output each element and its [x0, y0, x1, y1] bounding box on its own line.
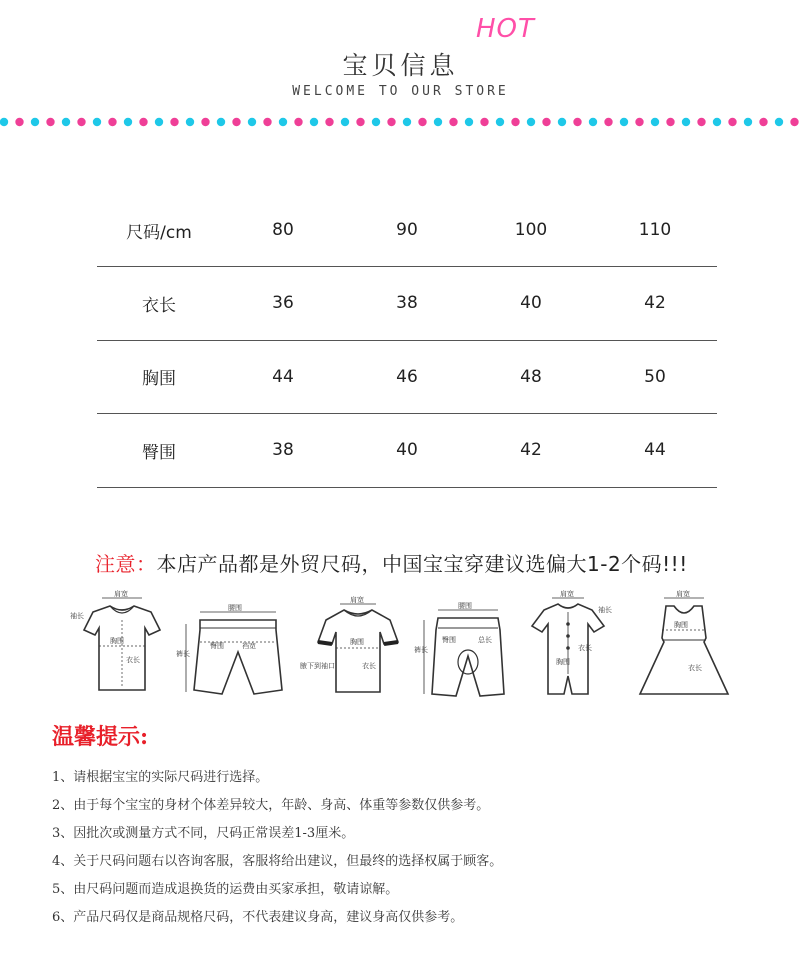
divider-dot	[62, 118, 70, 126]
divider-dot	[217, 118, 225, 126]
list-item: 4、关于尺码问题右以咨询客服，客服将给出建议，但最终的选择权属于顾客。	[52, 854, 503, 869]
illus-label: 裤长	[176, 650, 190, 658]
table-header-cell: 90	[396, 220, 418, 240]
notice-label: 注意：	[95, 552, 157, 576]
table-cell: 50	[644, 366, 666, 387]
divider-dot	[248, 118, 256, 126]
illus-label: 臀围	[210, 642, 224, 650]
divider-dot	[418, 118, 426, 126]
list-item: 6、产品尺码仅是商品规格尺码，不代表建议身高，建议身高仅供参考。	[52, 910, 464, 925]
list-item: 2、由于每个宝宝的身材个体差异较大，年龄、身高、体重等参数仅供参考。	[52, 798, 490, 813]
divider-dot	[170, 118, 178, 126]
divider-dot	[108, 118, 116, 126]
divider-dot	[449, 118, 457, 126]
measurement-illustrations	[58, 590, 748, 710]
divider-dot	[93, 118, 101, 126]
divider-dot	[31, 118, 39, 126]
illus-label: 裆宽	[242, 642, 256, 650]
illus-label: 衣长	[126, 656, 140, 664]
divider-dot	[604, 118, 612, 126]
table-cell: 衣长	[142, 295, 176, 316]
divider-dot	[496, 118, 504, 126]
illus-label: 臀围	[442, 636, 456, 644]
divider-dot	[666, 118, 674, 126]
divider-dot	[15, 118, 23, 126]
table-cell: 42	[520, 440, 542, 461]
table-header-row	[97, 194, 717, 267]
table-cell: 臀围	[142, 442, 176, 463]
illus-label: 腋下到袖口	[300, 662, 335, 670]
table-cell: 44	[644, 440, 666, 461]
list-item: 3、因批次或测量方式不同，尺码正常误差1-3厘米。	[52, 826, 355, 841]
table-cell: 胸围	[142, 369, 176, 390]
illus-label: 袖长	[598, 606, 612, 614]
illus-label: 衣长	[688, 664, 702, 672]
divider-dot	[263, 118, 271, 126]
divider-dot	[651, 118, 659, 126]
table-row	[97, 267, 717, 341]
illus-label: 肩宽	[676, 590, 690, 598]
divider-dot	[480, 118, 488, 126]
table-cell: 44	[272, 366, 294, 387]
notice-text: 本店产品都是外贸尺码，中国宝宝穿建议选偏大1-2个码!!!	[156, 552, 688, 576]
divider-dot	[372, 118, 380, 126]
illus-label: 衣长	[578, 644, 592, 652]
illus-label: 总长	[478, 636, 492, 644]
divider-dot	[635, 118, 643, 126]
illus-label: 腰围	[228, 604, 242, 612]
table-cell: 36	[272, 293, 294, 314]
divider-dot	[139, 118, 147, 126]
page-subtitle: WELCOME TO OUR STORE	[292, 84, 509, 99]
divider-dot	[310, 118, 318, 126]
pants-illustration	[414, 601, 504, 696]
divider-dot	[325, 118, 333, 126]
table-cell: 46	[396, 366, 418, 387]
table-cell: 48	[520, 366, 542, 387]
divider-dot	[77, 118, 85, 126]
table-cell: 40	[396, 440, 418, 461]
divider-dot	[46, 118, 54, 126]
dress-illustration	[640, 590, 728, 694]
illus-label: 胸围	[110, 637, 124, 645]
raglan-illustration	[300, 595, 398, 692]
illus-label: 胸围	[350, 638, 364, 646]
divider-dot	[790, 118, 798, 126]
illus-label: 肩宽	[560, 590, 574, 598]
table-cell: 42	[644, 293, 666, 314]
divider-dot	[759, 118, 767, 126]
illus-label: 腰围	[458, 602, 472, 610]
tips-list	[52, 766, 502, 934]
divider-dot	[728, 118, 736, 126]
divider-dot	[744, 118, 752, 126]
table-cell: 40	[520, 293, 542, 314]
divider-dot	[589, 118, 597, 126]
table-cell: 38	[396, 293, 418, 314]
divider-dot	[558, 118, 566, 126]
divider-dot	[527, 118, 535, 126]
list-item: 1、请根据宝宝的实际尺码进行选择。	[52, 770, 269, 785]
tshirt-illustration	[70, 590, 160, 690]
page-title: 宝贝信息	[342, 51, 459, 80]
illus-label: 胸围	[556, 658, 570, 666]
dotted-divider	[0, 117, 801, 127]
divider-dot	[201, 118, 209, 126]
table-header-cell: 80	[272, 220, 294, 240]
header	[0, 0, 801, 130]
divider-dot	[542, 118, 550, 126]
divider-dot	[0, 118, 8, 126]
divider-dot	[294, 118, 302, 126]
divider-dot	[713, 118, 721, 126]
divider-dot	[403, 118, 411, 126]
divider-dot	[232, 118, 240, 126]
divider-dot	[124, 118, 132, 126]
illus-label: 胸围	[674, 621, 688, 629]
illus-label: 肩宽	[114, 590, 128, 598]
table-header-cell: 尺码/cm	[126, 222, 192, 243]
divider-dot	[279, 118, 287, 126]
table-header-cell: 100	[514, 220, 548, 240]
divider-dot	[434, 118, 442, 126]
table-header-cell: 110	[638, 220, 672, 240]
illus-label: 衣长	[362, 662, 376, 670]
divider-dot	[697, 118, 705, 126]
table-row	[97, 414, 717, 488]
divider-dot	[186, 118, 194, 126]
size-table	[97, 194, 717, 488]
shorts-illustration	[176, 603, 282, 694]
illus-label: 裤长	[414, 646, 428, 654]
divider-dot	[620, 118, 628, 126]
divider-dot	[341, 118, 349, 126]
divider-dot	[155, 118, 163, 126]
list-item: 5、由尺码问题而造成退换货的运费由买家承担，敬请谅解。	[52, 882, 399, 897]
tips-title: 温馨提示:	[52, 724, 149, 750]
romper-illustration	[532, 590, 612, 694]
illus-label: 肩宽	[350, 596, 364, 604]
divider-dot	[682, 118, 690, 126]
divider-dot	[511, 118, 519, 126]
divider-dot	[465, 118, 473, 126]
divider-dot	[387, 118, 395, 126]
divider-dot	[775, 118, 783, 126]
table-cell: 38	[272, 440, 294, 461]
illus-label: 袖长	[70, 612, 84, 620]
hot-badge: HOT	[476, 14, 535, 44]
table-row	[97, 341, 717, 415]
divider-dot	[356, 118, 364, 126]
divider-dot	[573, 118, 581, 126]
size-notice	[95, 548, 688, 577]
